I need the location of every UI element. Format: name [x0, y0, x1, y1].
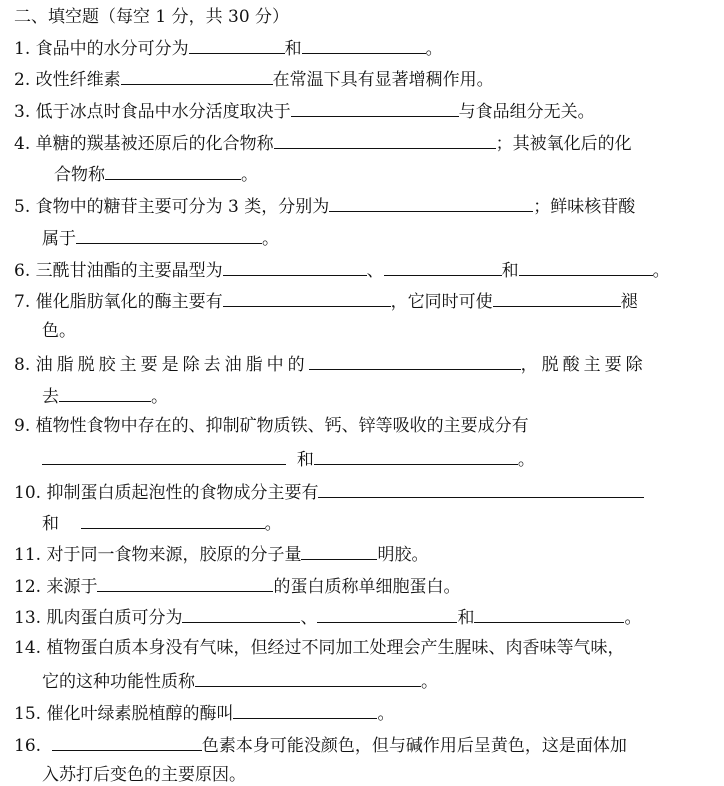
answer-blank[interactable]: [274, 131, 496, 149]
question-5-continued: 属于 。: [42, 226, 279, 250]
question-10: [14, 480, 644, 504]
answer-blank[interactable]: [314, 447, 518, 465]
question-text: 抑制蛋白质起泡性的食物成分主要有: [46, 483, 319, 503]
answer-blank[interactable]: [121, 67, 273, 85]
question-12: 12. 来源于 的蛋白质称单细胞蛋白。: [14, 574, 460, 598]
question-text: 来源于: [46, 577, 98, 597]
answer-blank[interactable]: [474, 605, 624, 623]
question-number: 10.: [14, 483, 42, 503]
answer-blank[interactable]: [519, 258, 653, 276]
question-text: 对于同一食物来源，胶原的分子量: [46, 545, 302, 565]
question-number: 14.: [14, 638, 42, 658]
question-9-continued: 和 。: [42, 447, 535, 471]
question-1: 1. 食品中的水分可分为 和 。: [14, 36, 443, 60]
question-number: 11.: [14, 545, 42, 565]
question-text: 食品中的水分可分为: [35, 39, 189, 59]
question-10-continued: 和 。: [42, 511, 282, 535]
question-text: 低于冰点时食品中水分活度取决于: [35, 102, 291, 122]
question-text: 植物性食物中存在的、抑制矿物质铁、钙、锌等吸收的主要成分有: [35, 416, 529, 436]
answer-blank[interactable]: [291, 99, 459, 117]
answer-blank[interactable]: [42, 447, 286, 465]
question-11: 11. 对于同一食物来源，胶原的分子量 明胶。: [14, 542, 428, 566]
answer-blank[interactable]: [76, 226, 262, 244]
answer-blank[interactable]: [329, 194, 533, 212]
question-text: 单糖的羰基被还原后的化合物称: [35, 134, 274, 154]
question-8: 8. 油脂脱胶主要是除去油脂中的 ，脱酸主要除: [14, 352, 647, 376]
question-text: 催化叶绿素脱植醇的酶叫: [46, 704, 234, 724]
question-number: 8.: [14, 355, 31, 375]
question-number: 9.: [14, 416, 31, 436]
question-14: [14, 637, 624, 659]
question-7-continued: 色。: [42, 321, 76, 341]
answer-blank[interactable]: [105, 162, 241, 180]
question-6: 6. 三酰甘油酯的主要晶型为 、 和 。: [14, 258, 670, 282]
question-3: 3. 低于冰点时食品中水分活度取决于 与食品组分无关。: [14, 99, 595, 123]
question-number: 12.: [14, 577, 42, 597]
answer-blank[interactable]: [223, 258, 367, 276]
answer-blank[interactable]: [189, 36, 285, 54]
question-text: 植物蛋白质本身没有气味，但经过不同加工处理会产生腥味、肉香味等气味，: [46, 638, 625, 658]
answer-blank[interactable]: [302, 36, 426, 54]
question-number: 3.: [14, 102, 31, 122]
question-number: 7.: [14, 292, 31, 312]
question-number: 2.: [14, 70, 31, 90]
question-16: [14, 733, 627, 757]
question-text: 食物中的糖苷主要可分为 3 类，分别为: [35, 197, 330, 217]
question-text: 三酰甘油酯的主要晶型为: [35, 261, 223, 281]
answer-blank[interactable]: [182, 605, 300, 623]
section-title: 二、填空题（每空 1 分，共 30 分）: [14, 7, 290, 27]
answer-blank[interactable]: [301, 542, 377, 560]
answer-blank[interactable]: [384, 258, 502, 276]
question-13: 13. 肌肉蛋白质可分为 、 和 。: [14, 605, 641, 629]
question-text: 催化脂肪氧化的酶主要有: [35, 292, 223, 312]
question-number: 4.: [14, 134, 31, 154]
answer-blank[interactable]: [195, 669, 421, 687]
answer-blank[interactable]: [97, 574, 273, 592]
answer-blank[interactable]: [309, 352, 521, 370]
answer-blank[interactable]: [233, 701, 377, 719]
question-2: 2. 改性纤维素 在常温下具有显著增稠作用。: [14, 67, 494, 91]
answer-blank[interactable]: [317, 605, 457, 623]
question-text: 改性纤维素: [35, 70, 121, 90]
question-15: 15. 催化叶绿素脱植醇的酶叫 。: [14, 701, 394, 725]
question-number: 6.: [14, 261, 31, 281]
question-number: 15.: [14, 704, 42, 724]
question-16-continued: 入苏打后变色的主要原因。: [42, 765, 246, 785]
answer-blank[interactable]: [81, 511, 265, 529]
answer-blank[interactable]: [318, 480, 644, 498]
question-5: 5. 食物中的糖苷主要可分为 3 类，分别为 ；鲜味核苷酸: [14, 194, 635, 218]
question-number: 13.: [14, 608, 42, 628]
question-number: 5.: [14, 197, 31, 217]
answer-blank[interactable]: [493, 289, 621, 307]
answer-blank[interactable]: [223, 289, 391, 307]
question-text: 油脂脱胶主要是除去油脂中的: [35, 355, 309, 375]
question-7: 7. 催化脂肪氧化的酶主要有 ，它同时可使 褪: [14, 289, 638, 313]
question-14-continued: 它的这种功能性质称 。: [42, 669, 438, 693]
question-text: 色素本身可能没颜色，但与碱作用后呈黄色，这是面体加: [201, 736, 627, 756]
question-number: 1.: [14, 39, 31, 59]
answer-blank[interactable]: [59, 384, 151, 402]
answer-blank[interactable]: [52, 733, 202, 751]
question-4-continued: 合物称 。: [54, 162, 258, 186]
question-number: 16.: [14, 736, 42, 756]
question-9: [14, 415, 529, 437]
question-8-continued: 去 。: [42, 384, 168, 408]
question-4: 4. 单糖的羰基被还原后的化合物称 ；其被氧化后的化: [14, 131, 632, 155]
question-text: 肌肉蛋白质可分为: [46, 608, 183, 628]
